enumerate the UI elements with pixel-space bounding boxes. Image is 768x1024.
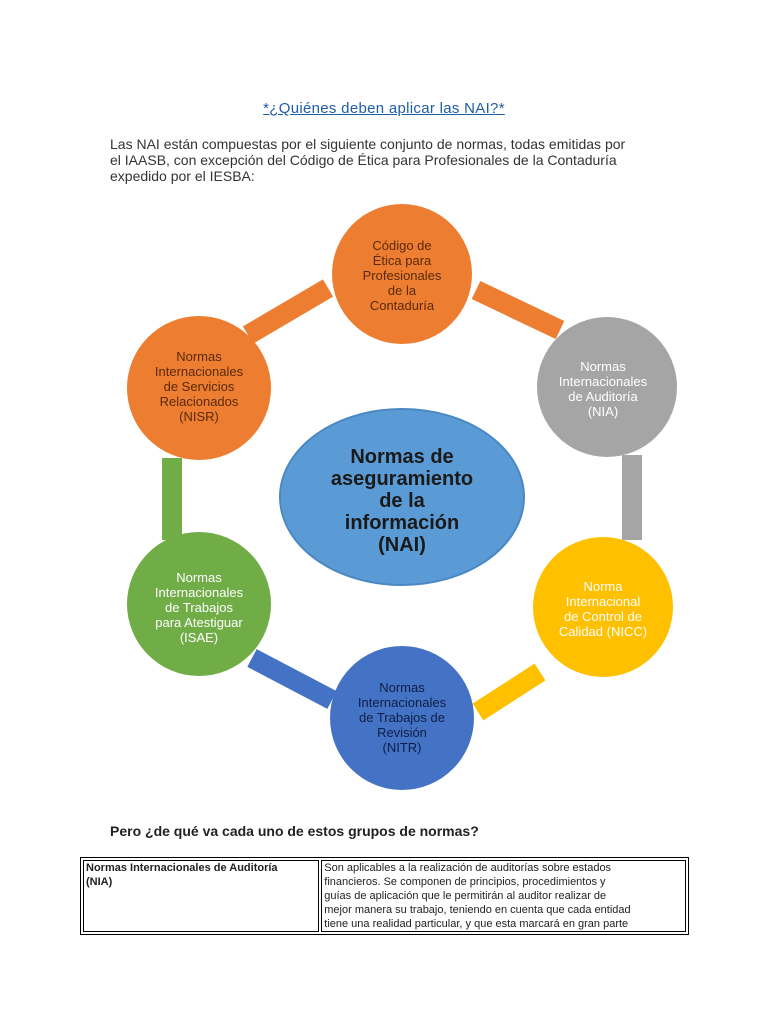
node-label-line: Internacionales <box>558 374 648 389</box>
intro-line: Las NAI están compuestas por el siguiente conjunto de normas, todas emitidas por <box>110 136 626 152</box>
center-label-line: (NAI) <box>378 534 426 556</box>
node-label-line: Relacionados <box>159 394 239 409</box>
node-label-line: Ética para <box>372 253 432 268</box>
node-label-line: de Control de <box>563 609 643 624</box>
cell-text-line: guías de aplicación que le permitirán al auditor realizar de <box>324 890 607 902</box>
arc-connector <box>476 290 560 330</box>
node-label-line: (NISR) <box>179 409 219 424</box>
node-label-line: de Servicios <box>163 379 235 394</box>
node-label-line: Internacional <box>565 594 641 609</box>
node-label-line: de Trabajos <box>165 600 233 615</box>
node-label-line: Normas <box>176 349 222 364</box>
center-node <box>280 409 524 585</box>
arc-connector <box>478 672 540 712</box>
node-label-line: Internacionales <box>154 364 244 379</box>
node-label-line: Contaduría <box>369 298 435 313</box>
table-cell-description <box>321 860 686 932</box>
page-title: *¿Quiénes deben aplicar las NAI?* <box>263 100 505 117</box>
cell-text-line: Son aplicables a la realización de auditorías sobre estados <box>324 862 612 874</box>
node-label-line: de Trabajos de <box>358 710 446 725</box>
node-label-line: (NIA) <box>587 404 619 419</box>
node-codigo-etica <box>332 204 472 344</box>
node-label-line: Internacionales <box>154 585 244 600</box>
intro-line: expedido por el IESBA: <box>110 168 255 184</box>
node-nicc <box>533 537 673 677</box>
center-label-line: de la <box>379 490 425 512</box>
norms-table <box>80 857 689 935</box>
center-label-line: aseguramiento <box>330 468 474 490</box>
cell-text-line: Normas Internacionales de Auditoría <box>86 862 278 874</box>
arc-connector <box>248 288 328 335</box>
node-label-line: de Auditoría <box>568 389 638 404</box>
node-label-line: Revisión <box>377 725 427 740</box>
table-row <box>83 860 686 932</box>
table-cell-name <box>83 860 319 932</box>
node-label-line: Norma <box>583 579 623 594</box>
intro-line: el IAASB, con excepción del Código de Ética para Profesionales de la Contaduría <box>110 152 617 168</box>
node-isae <box>127 532 271 676</box>
arc-connector <box>252 658 332 700</box>
node-label-line: Normas <box>580 359 626 374</box>
node-label-line: Calidad (NICC) <box>558 624 648 639</box>
cell-text-line: tiene una realidad particular, y que esta marcará en gran parte <box>324 918 629 930</box>
cell-text-line: (NIA) <box>86 876 113 888</box>
node-label-line: (ISAE) <box>179 630 219 645</box>
node-label-line: de la <box>387 283 417 298</box>
cell-text-line: financieros. Se componen de principios, procedimientos y <box>324 876 606 888</box>
node-label-line: (NITR) <box>382 740 422 755</box>
node-nisr <box>127 316 271 460</box>
node-label-line: Código de <box>372 238 432 253</box>
node-label-line: para Atestiguar <box>155 615 243 630</box>
center-label-line: Normas de <box>350 446 454 468</box>
node-label-line: Normas <box>379 680 425 695</box>
section-question: Pero ¿de qué va cada uno de estos grupos de normas? <box>110 823 479 839</box>
node-label-line: Normas <box>176 570 222 585</box>
center-label-line: información <box>344 512 460 534</box>
node-label-line: Internacionales <box>357 695 447 710</box>
node-label-line: Profesionales <box>362 268 442 283</box>
cell-text-line: mejor manera su trabajo, teniendo en cuenta que cada entidad <box>324 904 631 916</box>
node-nia <box>537 317 677 457</box>
node-nitr <box>330 646 474 790</box>
